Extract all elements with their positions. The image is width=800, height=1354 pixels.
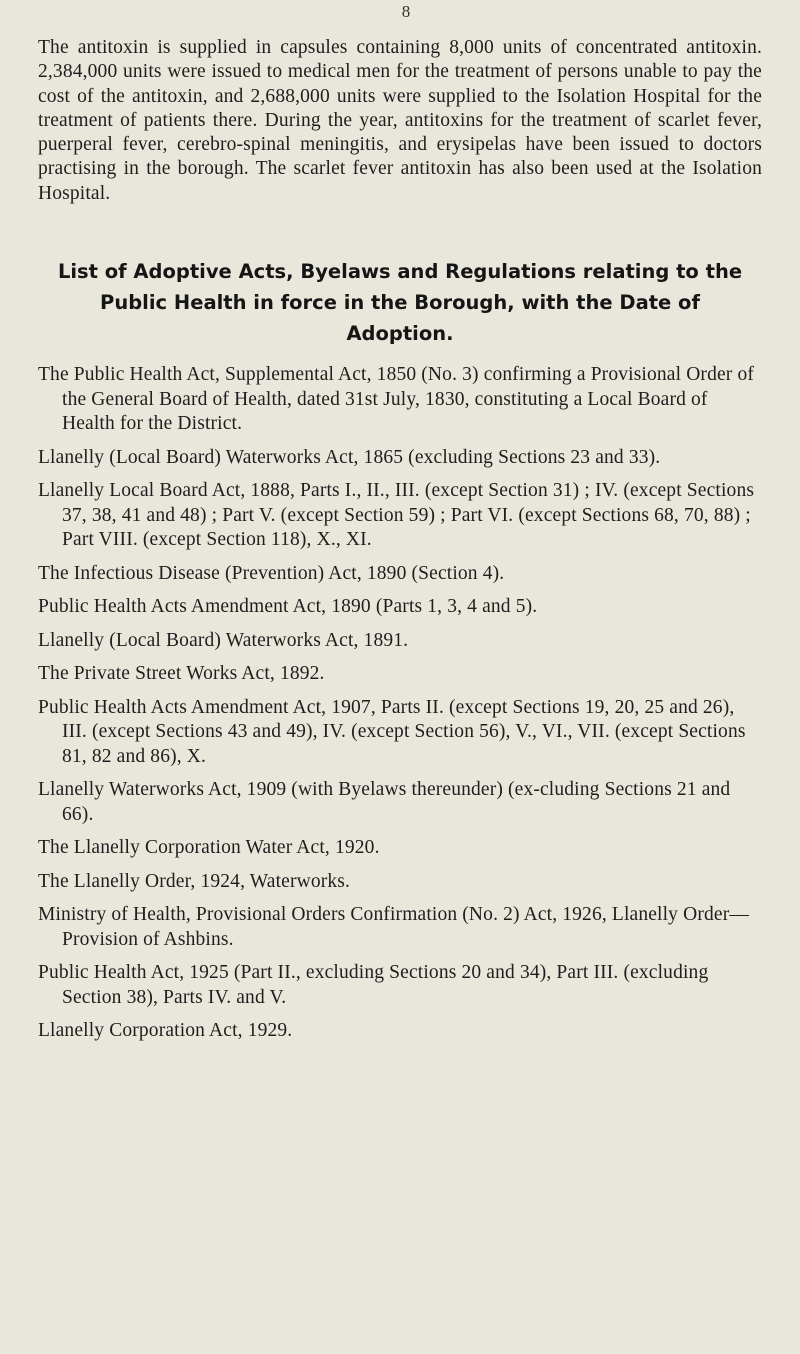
act-item: Llanelly Local Board Act, 1888, Parts I., II., III. (except Section 31) ; IV. (except Sections 37, 38, 41 and 48) ; Part V. (except Section 59) ; Part VI. (except Sections 68, 70, 88) ; Part VIII. (except Section 118), X., XI.	[38, 480, 755, 551]
act-item: Public Health Act, 1925 (Part II., excluding Sections 20 and 34), Part III. (excluding Section 38), Parts IV. and V.	[38, 962, 709, 1008]
section-heading: List of Adoptive Acts, Byelaws and Regulations relating to the Public Health in force in the Borough, with the Date of Adoption.	[57, 260, 743, 346]
act-item: The Infectious Disease (Prevention) Act, 1890 (Section 4).	[38, 562, 505, 584]
act-item: Llanelly Waterworks Act, 1909 (with Byelaws thereunder) (ex-cluding Sections 21 and 66).	[38, 779, 731, 825]
act-item: Public Health Acts Amendment Act, 1890 (Parts 1, 3, 4 and 5).	[38, 596, 538, 618]
act-item: The Llanelly Corporation Water Act, 1920.	[38, 837, 380, 859]
act-item: Public Health Acts Amendment Act, 1907, Parts II. (except Sections 19, 20, 25 and 26), III. (except Sections 43 and 49), IV. (except Section 56), V., VI., VII. (except Sections 81, 82 and 86), X.	[38, 696, 746, 767]
intro-paragraph: The antitoxin is supplied in capsules containing 8,000 units of concentrated antitoxin. 2,384,000 units were issued to medical men for the treatment of persons unable to pay the cost of the antitoxin, and 2,688,000 units were supplied to the Isolation Hospital for the treatment of patients there. During the year, antitoxins for the treatment of scarlet fever, puerperal fever, cerebro-spinal meningitis, and erysipelas have been issued to doctors practising in the borough. The scarlet fever antitoxin has also been used at the Isolation Hospital.	[38, 37, 762, 204]
act-item: The Llanelly Order, 1924, Waterworks.	[38, 870, 351, 892]
act-item: The Private Street Works Act, 1892.	[38, 663, 325, 685]
act-item: The Public Health Act, Supplemental Act, 1850 (No. 3) confirming a Provisional Order of the General Board of Health, dated 31st July, 1830, constituting a Local Board of Health for the District.	[38, 364, 754, 435]
act-item: Llanelly Corporation Act, 1929.	[38, 1020, 293, 1042]
act-item: Llanelly (Local Board) Waterworks Act, 1865 (excluding Sections 23 and 33).	[38, 446, 661, 468]
acts-list	[38, 363, 762, 1044]
act-item: Ministry of Health, Provisional Orders Confirmation (No. 2) Act, 1926, Llanelly Order—Provision of Ashbins.	[38, 904, 749, 950]
page-number: 8	[401, 2, 411, 21]
act-item: Llanelly (Local Board) Waterworks Act, 1891.	[38, 629, 409, 651]
